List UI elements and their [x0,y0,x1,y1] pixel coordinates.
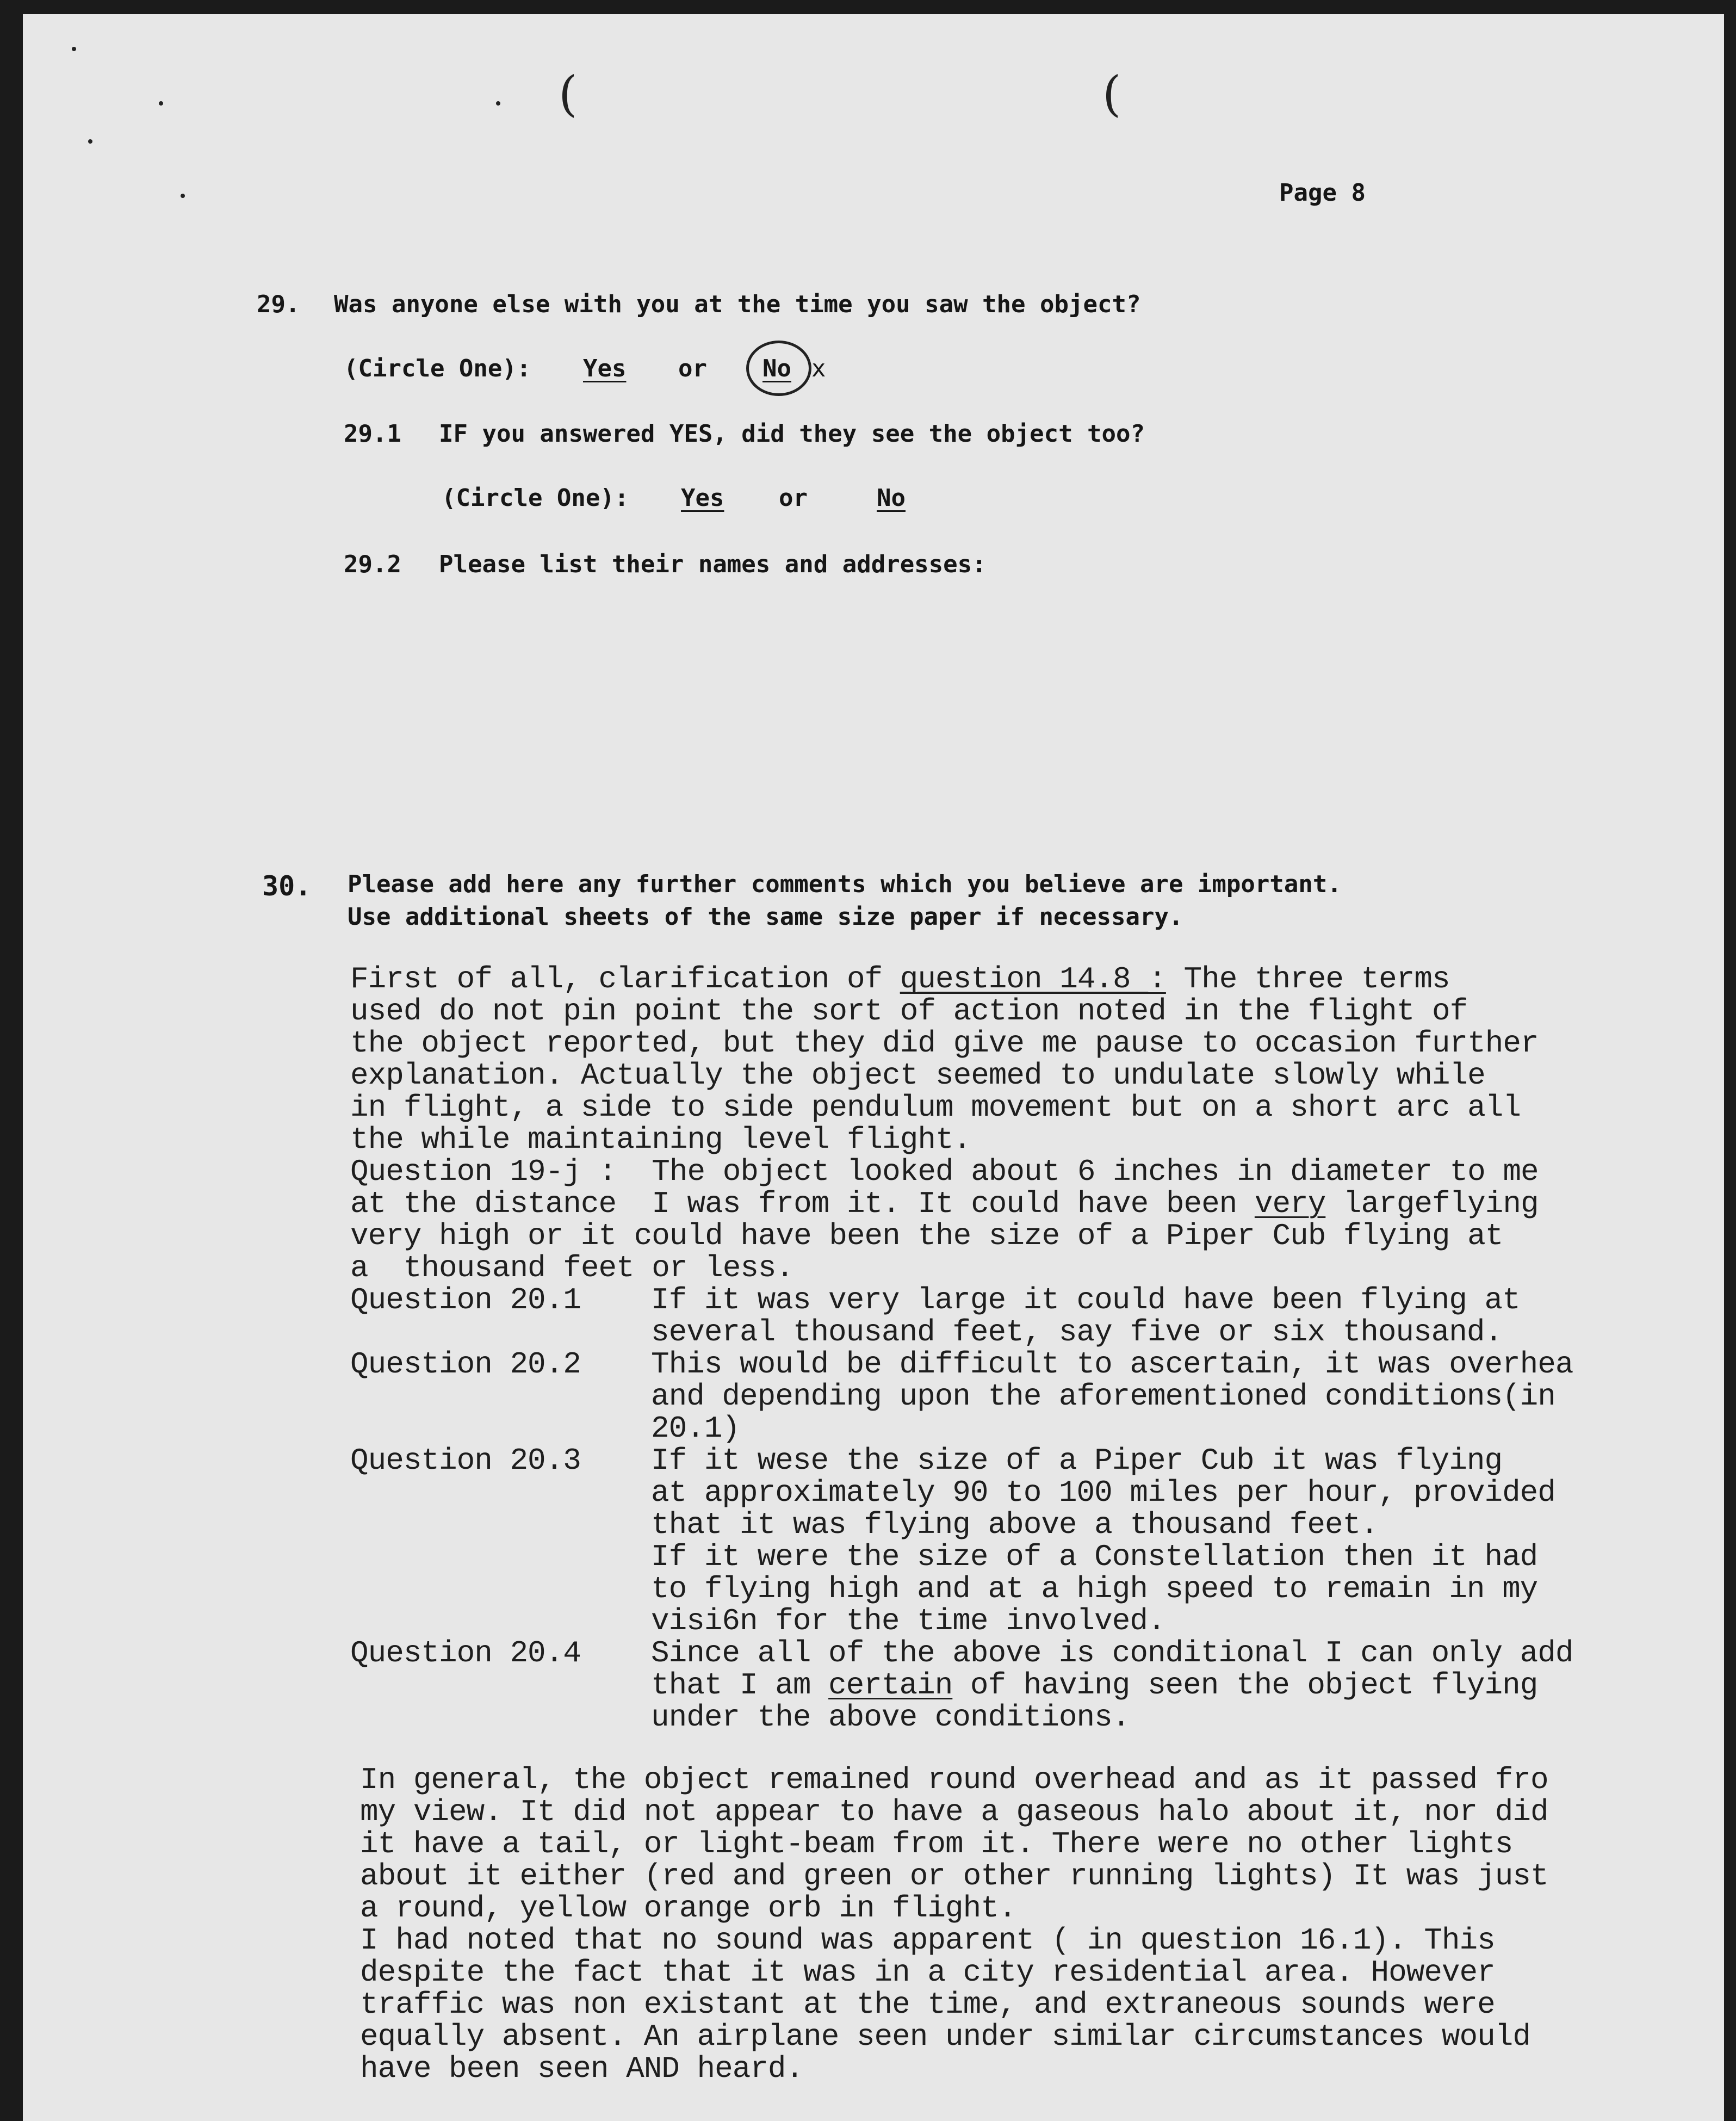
comment-line: at the distance I was from it. It could have been very largeflying [350,1186,1539,1221]
comment-line: the while maintaining level flight. [350,1122,971,1157]
comment-line: 20.1) [651,1411,740,1446]
comment-line: Question 19-j : The object looked about 6 inches in diameter to me [350,1154,1539,1189]
comment-line: I had noted that no sound was apparent ( in question 16.1). This [360,1923,1495,1958]
circle-one-prompt: (Circle One): [442,484,629,512]
comment-line: If it wese the size of a Piper Cub it was flying [651,1443,1503,1478]
comment-line: First of all, clarification of question 14.8 : The three terms [350,962,1450,997]
comment-line: about it either (red and green or other running lights) It was just [360,1859,1548,1894]
circle-one-prompt: (Circle One): [344,355,531,382]
comment-line: If it were the size of a Constellation then it had [651,1539,1538,1574]
answer-mark: x [811,355,826,382]
comment-line: that it was flying above a thousand feet. [651,1507,1378,1542]
comment-line: and depending upon the aforementioned conditions(in [651,1379,1555,1414]
comment-line: If it was very large it could have been flying at [651,1283,1520,1318]
option-or: or [779,484,808,512]
comment-line: This would be difficult to ascertain, it was overhea [651,1347,1573,1382]
question-label: Question 20.1 [350,1283,581,1318]
comment-line: despite the fact that it was in a city residential area. However [360,1955,1495,1990]
comment-line: used do not pin point the sort of action noted in the flight of [350,994,1468,1029]
comment-line: visi6n for the time involved. [651,1604,1165,1638]
comment-line: very high or it could have been the size of a Piper Cub flying at [350,1219,1503,1253]
comment-line: that I am certain of having seen the object flying [651,1668,1538,1703]
question-text: Please add here any further comments which you believe are important. [348,870,1342,898]
scan-speck [181,194,185,198]
comment-line: traffic was non existant at the time, and extraneous sounds were [360,1987,1495,2022]
binding-mark-left: ( [559,66,578,122]
comment-line: in flight, a side to side pendulum movement but on a short arc all [350,1090,1521,1125]
option-yes: Yes [583,355,627,382]
question-number: 30. [262,870,312,902]
binding-mark-right: ( [1102,66,1121,122]
question-number: 29.2 [344,551,401,578]
comment-line: Since all of the above is conditional I can only add [651,1636,1573,1671]
option-no: No [762,355,791,382]
question-text: Please list their names and addresses: [439,551,987,578]
question-label: Question 20.4 [350,1636,581,1671]
question-text: Was anyone else with you at the time you saw the object? [334,290,1141,318]
scan-speck [72,47,76,51]
comment-line: the object reported, but they did give me pause to occasion further [350,1026,1539,1061]
page-number: Page 8 [1279,179,1366,207]
comment-line: In general, the object remained round overhead and as it passed fro [360,1763,1548,1797]
comment-line: it have a tail, or light-beam from it. There were no other lights [360,1827,1513,1862]
comment-line: to flying high and at a high speed to remain in my [651,1572,1538,1606]
question-number: 29. [257,290,300,318]
comment-line: my view. It did not appear to have a gaseous halo about it, nor did [360,1795,1548,1829]
question-label: Question 20.2 [350,1347,581,1382]
comment-line: have been seen AND heard. [360,2051,804,2086]
answer-circle [746,341,811,396]
option-yes: Yes [681,484,724,512]
option-or: or [678,355,707,382]
document-page [23,14,1724,2121]
comment-line: a thousand feet or less. [350,1251,794,1285]
comment-line: at approximately 90 to 100 miles per hour, provided [651,1475,1555,1510]
question-number: 29.1 [344,420,401,448]
comment-line: a round, yellow orange orb in flight. [360,1891,1016,1926]
comment-line: explanation. Actually the object seemed to undulate slowly while [350,1058,1485,1093]
question-label: Question 20.3 [350,1443,581,1478]
scan-speck [88,139,92,144]
scan-speck [496,101,500,106]
comment-line: several thousand feet, say five or six thousand. [651,1315,1503,1350]
question-text: Use additional sheets of the same size paper if necessary. [348,903,1183,931]
comment-line: under the above conditions. [651,1700,1130,1735]
option-no: No [877,484,906,512]
comment-line: equally absent. An airplane seen under similar circumstances would [360,2019,1530,2054]
scan-speck [159,101,163,106]
question-text: IF you answered YES, did they see the object too? [439,420,1145,448]
